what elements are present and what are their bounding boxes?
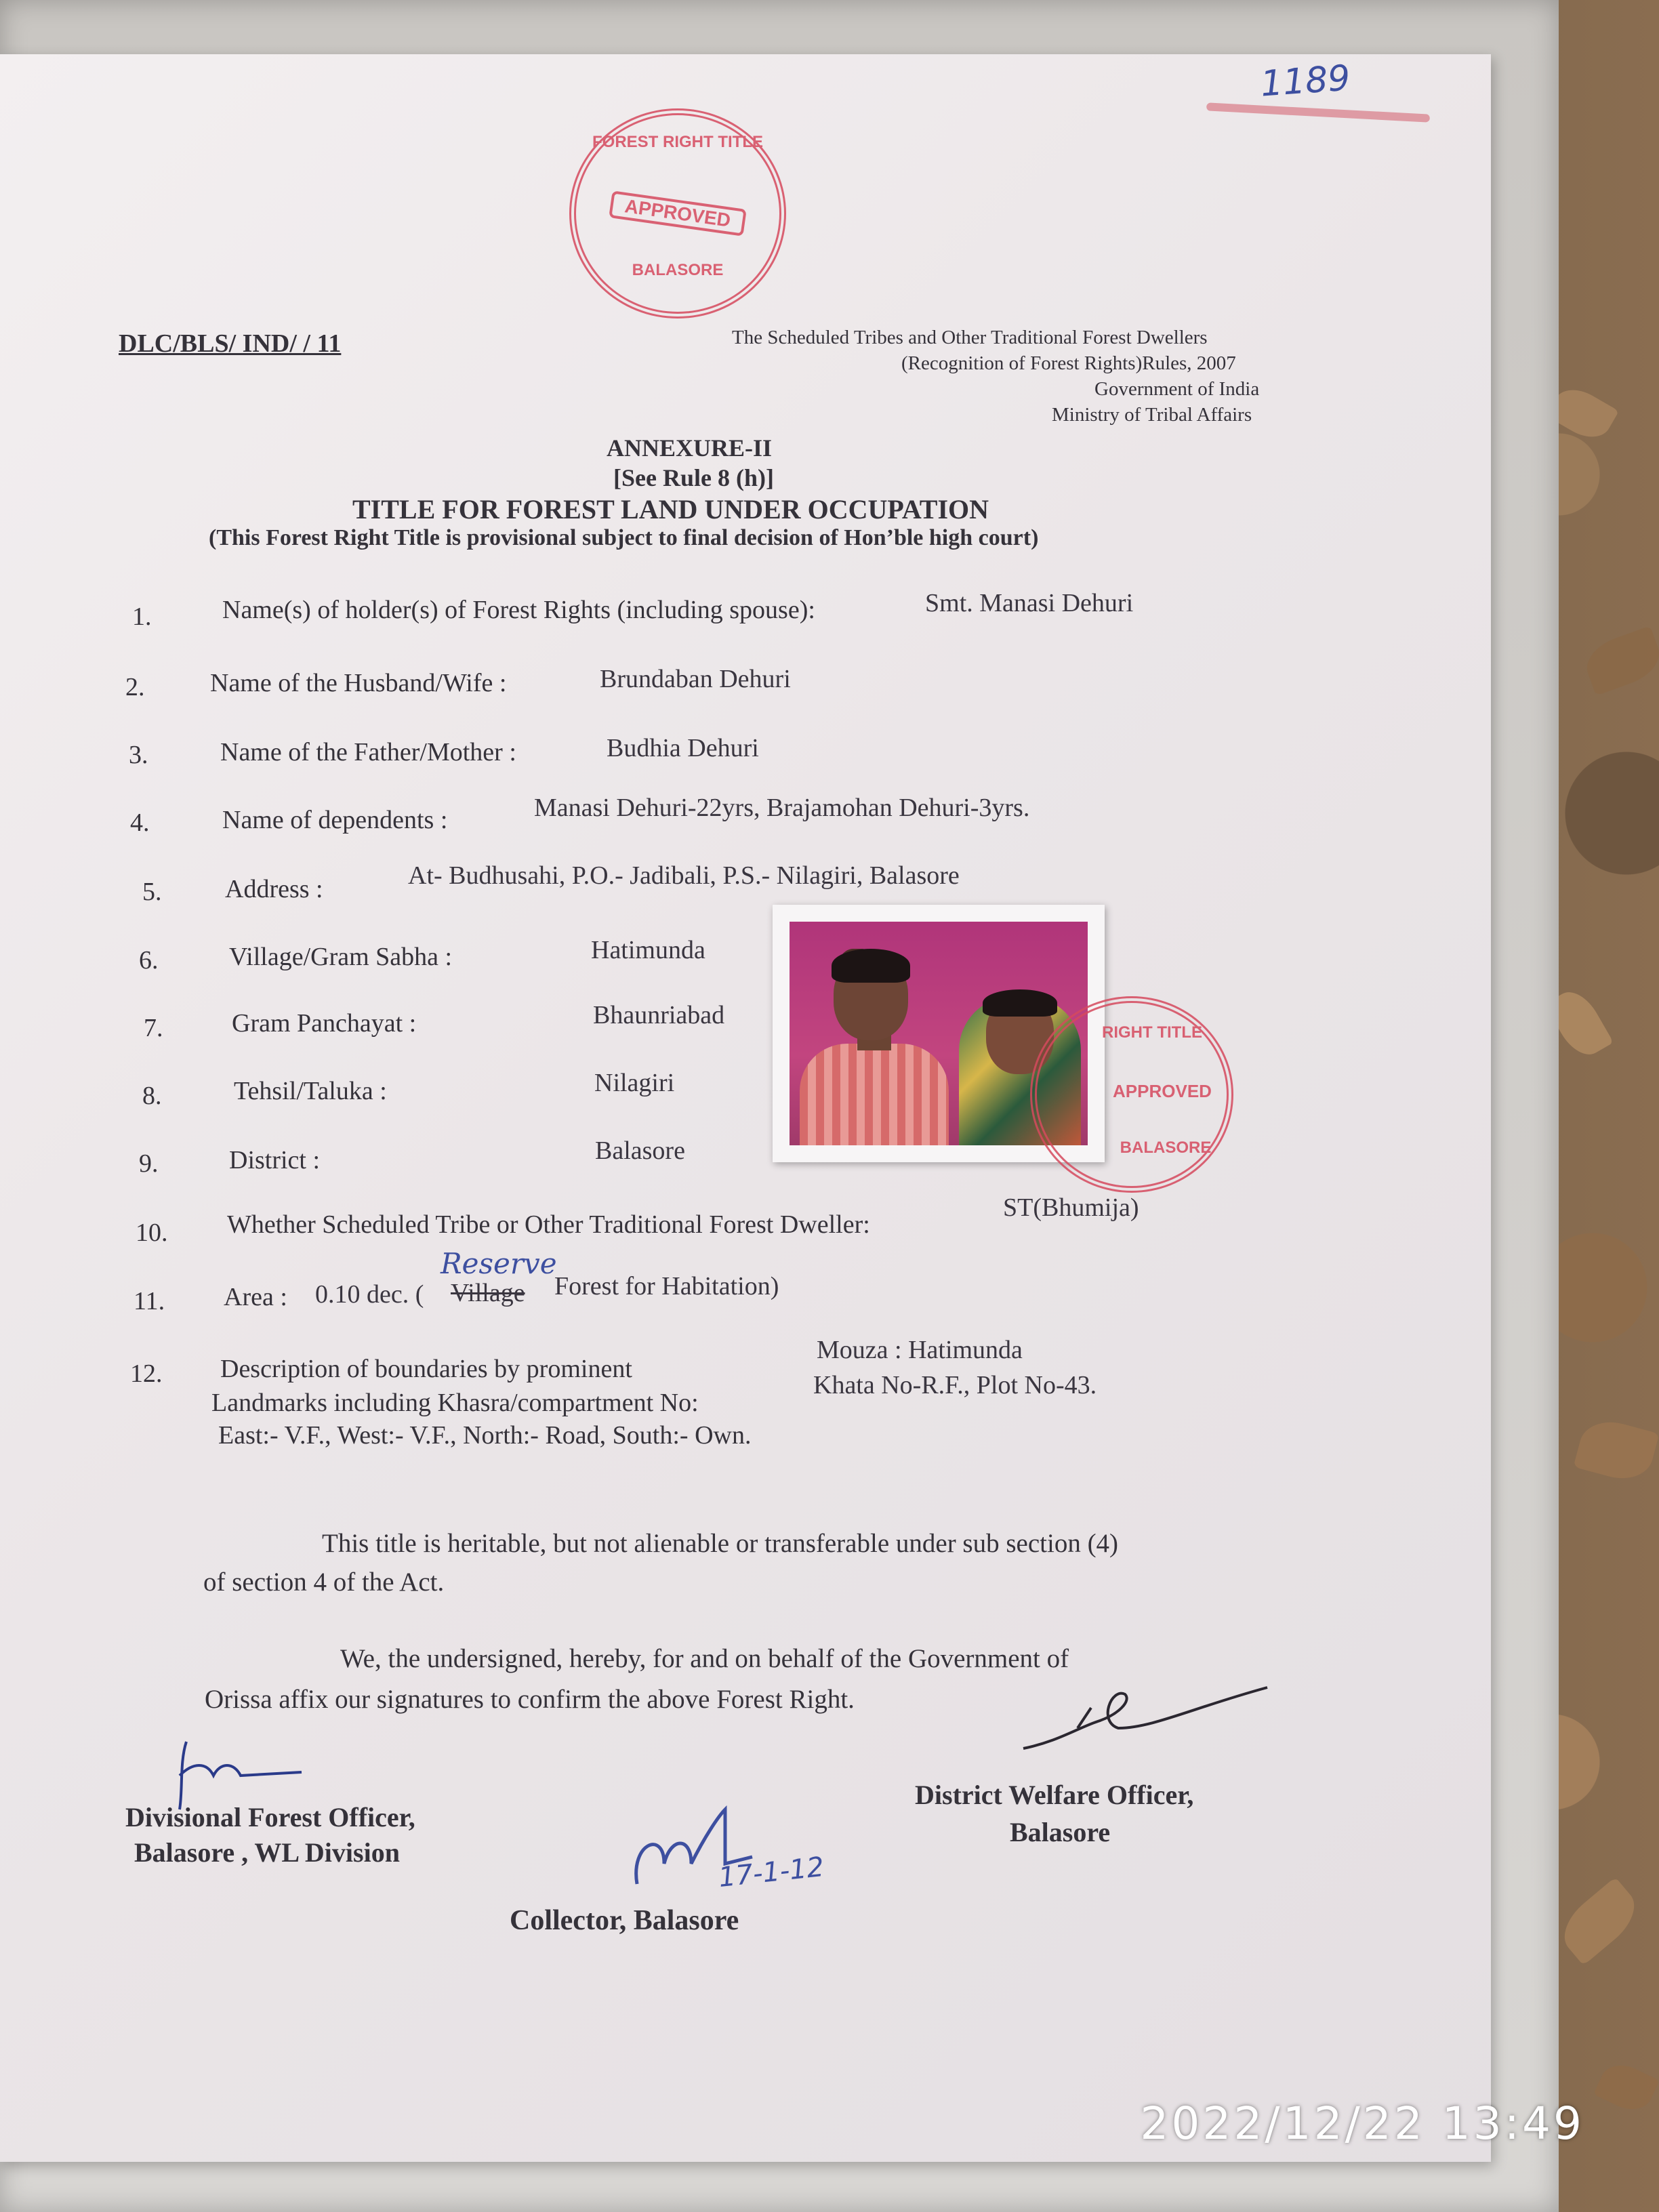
document-title: TITLE FOR FOREST LAND UNDER OCCUPATION — [352, 494, 989, 525]
affirmation-clause: We, the undersigned, hereby, for and on behalf of the Government of — [340, 1644, 1069, 1673]
item-number: 1. — [132, 602, 152, 631]
item-number: 8. — [142, 1082, 162, 1110]
woman-hair — [983, 989, 1057, 1017]
item-label: Address : — [225, 875, 323, 903]
boundaries: East:- V.F., West:- V.F., North:- Road, South:- Own. — [218, 1421, 752, 1450]
item-number: 5. — [142, 878, 162, 906]
signatory-dfo-office: Balasore , WL Division — [134, 1837, 400, 1868]
handwritten-insert: Reserve — [441, 1247, 557, 1280]
dry-leaf — [1580, 626, 1659, 695]
affirmation-clause-2: Orissa affix our signatures to confirm the above Forest Right. — [205, 1685, 855, 1714]
camera-timestamp: 2022/12/22 13:49 — [1140, 2097, 1584, 2150]
item-label: Name of the Husband/Wife : — [210, 669, 507, 697]
signatory-dfo-title: Divisional Forest Officer, — [125, 1802, 415, 1832]
handwritten-page-number: 1189 — [1259, 58, 1352, 105]
man-shirt — [800, 1044, 949, 1145]
stamp-bottom-text: BALASORE — [1120, 1139, 1212, 1157]
item-label: Name(s) of holder(s) of Forest Rights (including spouse): — [222, 596, 815, 624]
item-value: Budhia Dehuri — [607, 734, 759, 762]
item-number: 9. — [139, 1149, 159, 1178]
header-line: Government of India — [1094, 378, 1260, 400]
item-value: Hatimunda — [591, 936, 705, 964]
item-label: Name of the Father/Mother : — [220, 738, 516, 766]
collector-sign-date: 17-1-12 — [717, 1851, 826, 1894]
item-label: District : — [229, 1146, 321, 1174]
stamp-center-text: APPROVED — [609, 190, 747, 236]
item-value: ST(Bhumija) — [1003, 1193, 1139, 1222]
reference-number: DLC/BLS/ IND/ / 11 — [119, 329, 342, 358]
item-number: 2. — [125, 673, 145, 701]
item-label: Name of dependents : — [222, 806, 448, 834]
annexure-heading: ANNEXURE-II — [607, 434, 773, 462]
header-line: (Recognition of Forest Rights)Rules, 2007 — [901, 352, 1236, 374]
item-number: 7. — [144, 1014, 163, 1042]
item-label: Description of boundaries by prominent — [220, 1355, 632, 1383]
item-label: Tehsil/Taluka : — [234, 1077, 387, 1105]
rule-reference: [See Rule 8 (h)] — [613, 464, 774, 491]
dry-leaf — [1593, 2057, 1659, 2117]
signatory-dwo-office: Balasore — [1010, 1817, 1111, 1847]
signatory-collector: Collector, Balasore — [510, 1905, 739, 1936]
struck-word: Village — [451, 1279, 525, 1307]
stamp-center-text: APPROVED — [1113, 1081, 1212, 1101]
stamp-ring-text: FOREST RIGHT TITLE — [592, 133, 763, 151]
item-number: 3. — [129, 741, 148, 769]
item-number: 6. — [139, 946, 159, 975]
item-value: 0.10 dec. ( — [315, 1280, 424, 1309]
item-value: Nilagiri — [594, 1069, 675, 1097]
dry-leaf — [1574, 1414, 1659, 1486]
dry-leaf — [1553, 1877, 1646, 1966]
mouza: Mouza : Hatimunda — [817, 1336, 1023, 1364]
stamp-bottom-text: BALASORE — [632, 261, 724, 279]
heritable-clause: This title is heritable, but not alienable or transferable under sub section (4) — [322, 1529, 1119, 1558]
document-subtitle: (This Forest Right Title is provisional subject to final decision of Hon’ble high court) — [209, 525, 1039, 550]
item-label-line2: Landmarks including Khasra/compartment No: — [211, 1389, 699, 1417]
item-value: Manasi Dehuri-22yrs, Brajamohan Dehuri-3yrs. — [534, 794, 1030, 822]
signatory-dwo-title: District Welfare Officer, — [915, 1780, 1194, 1810]
approved-stamp-top — [569, 108, 786, 319]
item-number: 4. — [130, 808, 150, 837]
item-value: At- Budhusahi, P.O.- Jadibali, P.S.- Nilagiri, Balasore — [408, 861, 960, 890]
heritable-clause-2: of section 4 of the Act. — [203, 1568, 445, 1597]
item-value: Bhaunriabad — [593, 1001, 725, 1029]
item-number: 11. — [134, 1287, 165, 1315]
red-mark — [1206, 102, 1430, 122]
item-value: Balasore — [595, 1136, 685, 1165]
item-number: 10. — [136, 1218, 168, 1247]
item-label: Gram Panchayat : — [232, 1009, 417, 1038]
header-line: The Scheduled Tribes and Other Traditional Forest Dwellers — [732, 327, 1208, 348]
item-value: Smt. Manasi Dehuri — [925, 589, 1134, 617]
item-value: Brundaban Dehuri — [600, 665, 791, 693]
signature-dwo — [1017, 1681, 1274, 1762]
item-label: Area : — [224, 1283, 287, 1311]
forest-right-title-document — [0, 54, 1491, 2162]
approved-stamp-side — [1030, 996, 1233, 1193]
item-number: 12. — [130, 1359, 163, 1388]
man-hair — [832, 949, 910, 983]
item-value-continued: Forest for Habitation) — [554, 1272, 779, 1300]
item-label: Village/Gram Sabha : — [229, 943, 453, 971]
stamp-ring-text: RIGHT TITLE — [1102, 1023, 1202, 1042]
item-label: Whether Scheduled Tribe or Other Traditional Forest Dweller: — [227, 1210, 870, 1239]
khata-plot: Khata No-R.F., Plot No-43. — [813, 1371, 1097, 1399]
header-line: Ministry of Tribal Affairs — [1052, 404, 1252, 426]
